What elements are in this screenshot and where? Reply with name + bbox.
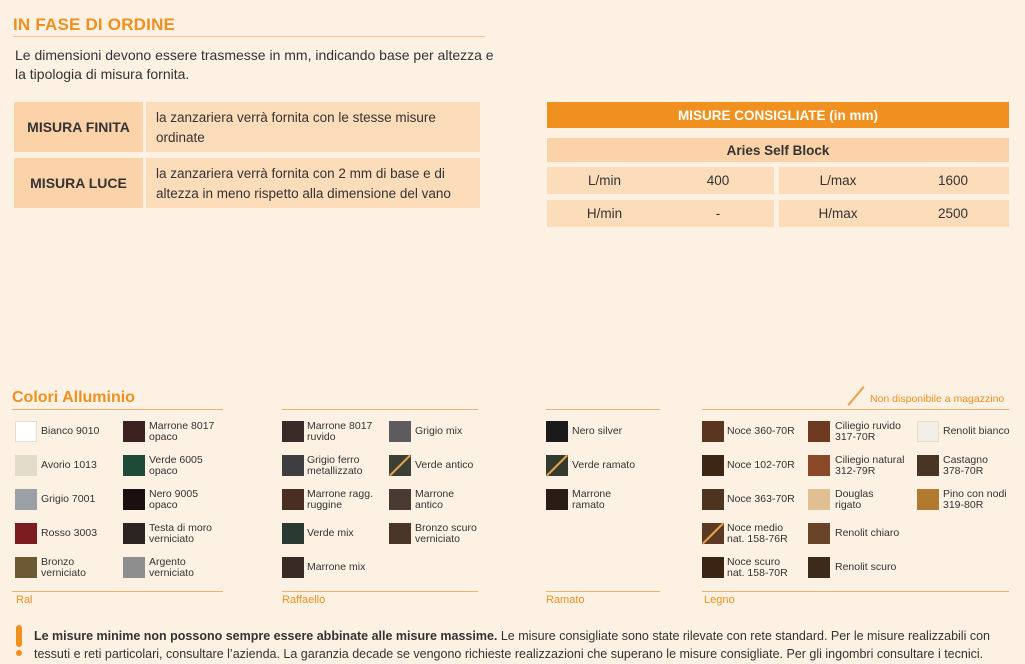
group-line-ramato-bottom [546,591,660,592]
color-label: Marrone antico [415,488,455,511]
color-swatch [15,557,37,578]
misura-luce-row [14,158,480,208]
color-label: Grigio ferro metallizzato [307,454,363,477]
misura-description: la zanzariera verrà fornita con 2 mm di base e di altezza in meno rispetto alla dimensione del vano [146,158,480,208]
color-swatch [282,455,304,476]
group-line-legno-bottom [702,591,1009,592]
color-swatch [123,523,145,544]
group-name-raffaello: Raffaello [282,594,326,606]
slash-icon [846,384,866,406]
color-label: Noce 102-70R [727,459,795,471]
group-line-raffaello-bottom [282,591,478,592]
colors-title: Colori Alluminio [12,389,135,406]
color-label: Nero silver [572,425,623,437]
color-swatch [123,455,145,476]
color-swatch [389,523,411,544]
color-label: Marrone 8017 ruvido [307,420,373,443]
misura-label: MISURA FINITA [14,102,143,152]
color-label: Noce medio nat. 158-76R [727,522,788,545]
color-label: Bronzo verniciato [41,556,86,579]
non-disponibile-legend [846,384,1004,406]
group-name-ral: Ral [16,594,33,606]
color-label: Marrone ramato [572,488,612,511]
color-swatch [15,421,37,442]
non-disponibile-label: Non disponibile a magazzino [870,393,1005,405]
color-label: Renolit scuro [835,561,897,573]
color-swatch [282,489,304,510]
color-swatch [808,455,830,476]
color-swatch [702,523,724,544]
group-name-ramato: Ramato [546,594,585,606]
color-swatch [702,455,724,476]
color-swatch [808,421,830,442]
color-label: Verde 6005 opaco [149,454,203,477]
value-label: 400 [706,173,730,188]
color-swatch [917,421,939,442]
section-title: IN FASE DI ORDINE [13,15,176,34]
product-name: Aries Self Block [547,138,1009,162]
color-swatch [808,557,830,578]
color-swatch [15,489,37,510]
value-label: - [715,206,721,221]
color-label: Marrone ragg. ruggine [307,488,373,511]
key-label: H/min [586,206,623,221]
key-label: H/max [818,206,858,221]
color-swatch [282,523,304,544]
color-swatch [282,421,304,442]
hmin-cell [547,200,774,227]
color-label: Rosso 3003 [41,527,98,539]
footer-bold: Le misure minime non possono sempre essere abbinate alle misure massime. [34,629,498,643]
color-label: Nero 9005 opaco [149,488,199,511]
color-label: Ciliegio ruvido 317-70R [835,420,901,443]
lmin-cell [547,167,774,194]
footer-note [34,627,1019,663]
color-label: Bianco 9010 [41,425,100,437]
color-label: Verde antico [415,459,474,471]
color-label: Marrone 8017 opaco [149,420,215,443]
color-swatch [808,523,830,544]
color-swatch [546,421,568,442]
misure-consigliate-header: MISURE CONSIGLIATE (in mm) [547,102,1009,128]
value-label: 1600 [937,173,969,188]
color-label: Verde mix [307,527,354,539]
color-swatch [702,421,724,442]
footer-text: Le misure consigliate sono state rilevate con rete standard. Per le misure realizzabili con tessuti e reti particolari, consultare l’azienda. La garanzia decade se vengono richieste realizzazioni che superano le misure consigliate. Per gli ingombri consultare i tecnici. [34,629,990,661]
color-swatch [917,455,939,476]
misura-label: MISURA LUCE [14,158,143,208]
group-line-raffaello [282,409,478,410]
color-swatch [917,489,939,510]
misura-description: la zanzariera verrà fornita con le stesse misure ordinate [146,102,480,152]
color-label: Renolit chiaro [835,527,900,539]
color-label: Verde ramato [572,459,636,471]
color-swatch [808,489,830,510]
intro-text: Le dimensioni devono essere trasmesse in mm, indicando base per altezza e la tipologia di misura fornita. [15,47,494,82]
color-label: Grigio mix [415,425,463,437]
color-swatch [123,557,145,578]
color-label: Bronzo scuro verniciato [415,522,477,545]
color-swatch [389,455,411,476]
group-line-ral [12,409,223,410]
color-swatch [123,489,145,510]
color-label: Douglas rigato [835,488,874,511]
color-label: Argento verniciato [149,556,194,579]
group-name-legno: Legno [704,594,735,606]
hmax-cell [779,200,1009,227]
color-swatch [15,523,37,544]
color-swatch [546,489,568,510]
color-label: Renolit bianco [943,425,1010,437]
color-label: Noce 363-70R [727,493,795,505]
group-line-ral-bottom [12,591,223,592]
color-label: Testa di moro verniciato [149,522,213,545]
color-label: Noce scuro nat. 158-70R [727,556,788,579]
key-label: L/min [587,173,621,188]
color-label: Avorio 1013 [41,459,97,471]
color-swatch [702,557,724,578]
color-label: Pino con nodi 319-80R [943,488,1007,511]
title-underline [13,36,485,37]
color-swatch [702,489,724,510]
color-label: Grigio 7001 [41,493,96,505]
color-swatch [389,421,411,442]
color-label: Marrone mix [307,561,366,573]
lmax-cell [779,167,1009,194]
misura-finita-row [14,102,480,152]
color-label: Noce 360-70R [727,425,795,437]
group-line-legno [702,409,1009,410]
color-swatch [389,489,411,510]
value-label: 2500 [937,206,969,221]
color-swatch [546,455,568,476]
warning-icon [12,625,26,659]
group-line-ramato [546,409,660,410]
color-swatch [282,557,304,578]
color-swatch [15,455,37,476]
color-label: Castagno 378-70R [943,454,988,477]
key-label: L/max [819,173,857,188]
color-swatch [123,421,145,442]
color-label: Ciliegio natural 312-79R [835,454,905,477]
